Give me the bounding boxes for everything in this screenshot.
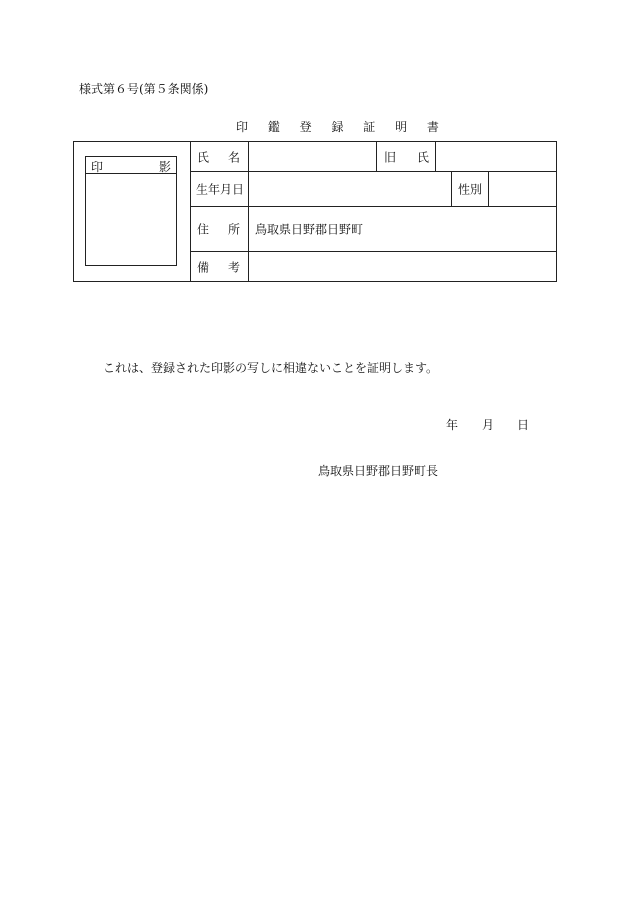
- former-name-label-1: 旧: [384, 150, 397, 164]
- certificate-table: [73, 141, 557, 282]
- name-label-2: 名: [227, 150, 240, 164]
- former-name-label-cell: [376, 142, 435, 171]
- name-label-1: 氏: [197, 150, 210, 164]
- row-birthdate: [190, 172, 556, 207]
- form-number: 様式第６号(第５条関係): [79, 82, 209, 96]
- address-value: 鳥取県日野郡日野町: [255, 222, 364, 237]
- birthdate-label-cell: [190, 172, 248, 206]
- date-year-label: 年: [446, 418, 459, 432]
- birthdate-field[interactable]: [248, 172, 451, 206]
- date-day-label: 日: [517, 418, 530, 432]
- remarks-label-1: 備: [197, 260, 210, 274]
- date-month-label: 月: [482, 418, 495, 432]
- name-label-cell: [190, 142, 248, 171]
- stamp-impression-box: [85, 156, 177, 266]
- remarks-field[interactable]: [248, 252, 556, 281]
- gender-label-cell: [451, 172, 488, 206]
- row-address: [190, 207, 556, 252]
- remarks-label-cell: [190, 252, 248, 281]
- stamp-label-second: 影: [158, 160, 171, 174]
- stamp-header: [86, 157, 176, 174]
- remarks-label-2: 考: [227, 260, 240, 274]
- gender-field[interactable]: [488, 172, 556, 206]
- gender-label: 性別: [458, 182, 483, 197]
- row-name: [190, 142, 556, 172]
- address-label-2: 所: [227, 222, 240, 237]
- address-label-cell: [190, 207, 248, 251]
- stamp-label-first: 印: [91, 160, 104, 174]
- address-field[interactable]: [248, 207, 556, 251]
- former-name-label-2: 氏: [416, 150, 429, 164]
- name-field[interactable]: [248, 142, 376, 171]
- issuer-name: 鳥取県日野郡日野町長: [318, 464, 439, 478]
- former-name-field[interactable]: [435, 142, 556, 171]
- certification-statement: これは、登録された印影の写しに相違ないことを証明します。: [103, 361, 439, 375]
- address-label-1: 住: [197, 222, 210, 237]
- stamp-area: [74, 142, 191, 281]
- row-remarks: [190, 252, 556, 281]
- document-title: 印 鑑 登 録 証 明 書: [236, 120, 447, 134]
- birthdate-label: 生年月日: [196, 182, 245, 197]
